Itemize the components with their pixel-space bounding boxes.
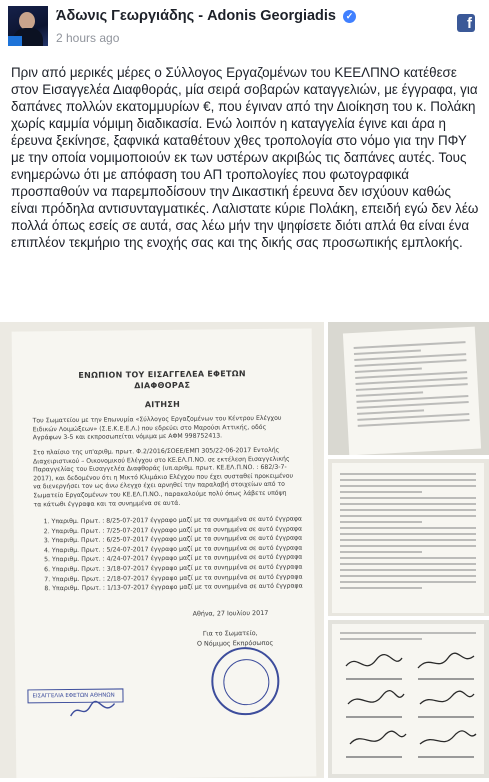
document-list-item: 8. Υπαριθμ. Πρωτ. : 1/13-07-2017 έγγραφο μαζί με τα συνημμένα σε αυτό έγγραφα <box>44 582 303 593</box>
document-list-item: 4. Υπαριθμ. Πρωτ. : 5/24-07-2017 έγγραφο μαζί με τα συνημμένα σε αυτό έγγραφα <box>43 544 303 555</box>
document-3-sheet <box>332 463 484 613</box>
document-4-text <box>340 632 476 644</box>
document-intro: Του Σωματείου με την Επωνυμία «Σύλλογος Εργαζομένων του Κέντρου Ελέγχου Ειδικών Λοιμώξεων» (Σ.Ε.Κ.Ε.Ε.Λ.) που εδρεύει στο Μαρούσι Αττικής, οδός Αγράφων 3-5 και εκπροσωπείται νόμιμα με ΑΦΜ 998752413. <box>32 414 282 442</box>
court-stamp <box>27 688 123 703</box>
photo-main-document[interactable] <box>0 322 324 778</box>
document-heading: ΕΝΩΠΙΟΝ ΤΟΥ ΕΙΣΑΓΓΕΛΕΑ ΕΦΕΤΩΝ <box>78 369 246 380</box>
document-signoff: Για το Σωματείο, <box>202 629 258 638</box>
document-list-item: 5. Υπαριθμ. Πρωτ. : 4/24-07-2017 έγγραφο μαζί με τα συνημμένα σε αυτό έγγραφα <box>44 553 303 564</box>
document-list-item: 1. Υπαριθμ. Πρωτ. : 8/25-07-2017 έγγραφο μαζί με τα συνημμένα σε αυτό έγγραφα <box>43 515 303 526</box>
document-heading-2: ΔΙΑΦΘΟΡΑΣ <box>134 380 191 391</box>
photo-document-2[interactable] <box>328 322 489 455</box>
document-4-sheet <box>332 624 484 774</box>
verified-badge-icon: ✓ <box>343 10 356 23</box>
signatures-icon <box>340 646 480 766</box>
round-stamp-icon <box>211 647 280 716</box>
post-timestamp[interactable]: 2 hours ago <box>56 31 120 45</box>
photo-document-4[interactable] <box>328 620 489 778</box>
photo-document-3[interactable] <box>328 459 489 616</box>
court-stamp-text: ΕΙΣΑΓΓΕΛΙΑ ΕΦΕΤΩΝ ΑΘΗΝΩΝ <box>32 692 115 700</box>
document-list <box>44 515 305 594</box>
post-text: Πριν από μερικές μέρες ο Σύλλογος Εργαζομένων του ΚΕΕΛΠΝΟ κατέθεσε στον Εισαγγελέα Διαφθοράς, μία σειρά σοβαρών καταγγελιών, με έγγραφα, για δαπάνες πολλών εκατομμυρίων €, που έγιναν από την Διοίκηση του κ. Πολάκη χωρίς καμμία νόμιμη διαδικασία. Ενώ λοιπόν η καταγγελία έγινε και άρα η έρευνα ξεκίνησε, ξαφνικά καταθέτουν χθες τροπολογία στο νόμο για την ΠΦΥ με την οποία νομιμοποιούν εκ των υστέρων ακριβώς τις δαπάνες αυτές. Τους ενημερώνω ότι με απόφαση του ΑΠ τροπολογίες που φωτογραφικά προσπαθούν να παρεμποδίσουν την Δικαστική έρευνα δεν ισχύουν καθώς είναι πρόδηλα αντισυνταγματικές. Λαλιστατε κύριε Πολάκη, επειδή εγώ δεν λέω πολλά όπως εσείς σε αυτά, σας λέω μήν την ψηφίσετε διότι απλά θα είναι ένα επιπλέον τεκμήριο της ενοχής σας και της δικής σας προσωπικής εμπλοκής. <box>11 65 479 250</box>
author-name[interactable]: Άδωνις Γεωργιάδης - Adonis Georgiadis <box>56 8 336 24</box>
document-heading-3: ΑΙΤΗΣΗ <box>144 399 181 410</box>
author-name-line <box>56 8 356 24</box>
document-sheet <box>12 328 317 778</box>
avatar-badge <box>8 36 22 46</box>
document-2-sheet <box>343 327 481 455</box>
document-list-item: 2. Υπαριθμ. Πρωτ. : 7/25-07-2017 έγγραφο μαζί με τα συνημμένα σε αυτό έγγραφα <box>43 525 303 535</box>
post-header <box>0 0 489 52</box>
court-signature-icon <box>69 697 119 722</box>
document-body: Στο πλαίσιο της υπ'αριθμ. πρωτ. Φ.2/2016/ΣΟΕΕ/ΕΜΠ 305/22-06-2017 Εντολής Διαχειριστικού – Οικονομικού Ελέγχου στο ΚΕ.ΕΛ.Π.ΝΟ. σε εκτέλεση Εισαγγελικής Παραγγελίας του Εισαγγελέα Διαφθοράς (υπ.αριθμ. πρωτ. ΚΕ.ΕΛ.Π.ΝΟ. : 682/3-7-2017), και δεδομένου ότι η Μικτό Κλιμάκιο Ελέγχου που έχει συσταθεί προκειμένου να διενεργήσει τον ως άνω έλεγχο έχει αρνηθεί την παραλαβή στοιχείων από το Σωματείο Εργαζομένων του ΚΕ.ΕΛ.Π.ΝΟ., παρακαλούμε πολύ όπως λάβετε υπόψη τα κάτωθι έγγραφα και τα συνημμένα σε αυτά. <box>32 446 294 508</box>
author-avatar[interactable] <box>8 6 48 46</box>
document-list-item: 6. Υπαριθμ. Πρωτ. : 3/18-07-2017 έγγραφο μαζί με τα συνημμένα σε αυτό έγγραφα <box>44 563 303 574</box>
document-list-item: 7. Υπαριθμ. Πρωτ. : 2/18-07-2017 έγγραφο μαζί με τα συνημμένα σε αυτό έγγραφα <box>44 573 303 583</box>
photo-grid <box>0 322 489 782</box>
document-list-item: 3. Υπαριθμ. Πρωτ. : 6/25-07-2017 έγγραφο μαζί με τα συνημμένα σε αυτό έγγραφα <box>43 534 303 545</box>
document-signoff-role: Ο Νόμιμος Εκπρόσωπος <box>196 638 274 648</box>
facebook-logo-icon[interactable]: f <box>457 14 475 32</box>
document-date: Αθήνα, 27 Ιουλίου 2017 <box>192 608 269 618</box>
